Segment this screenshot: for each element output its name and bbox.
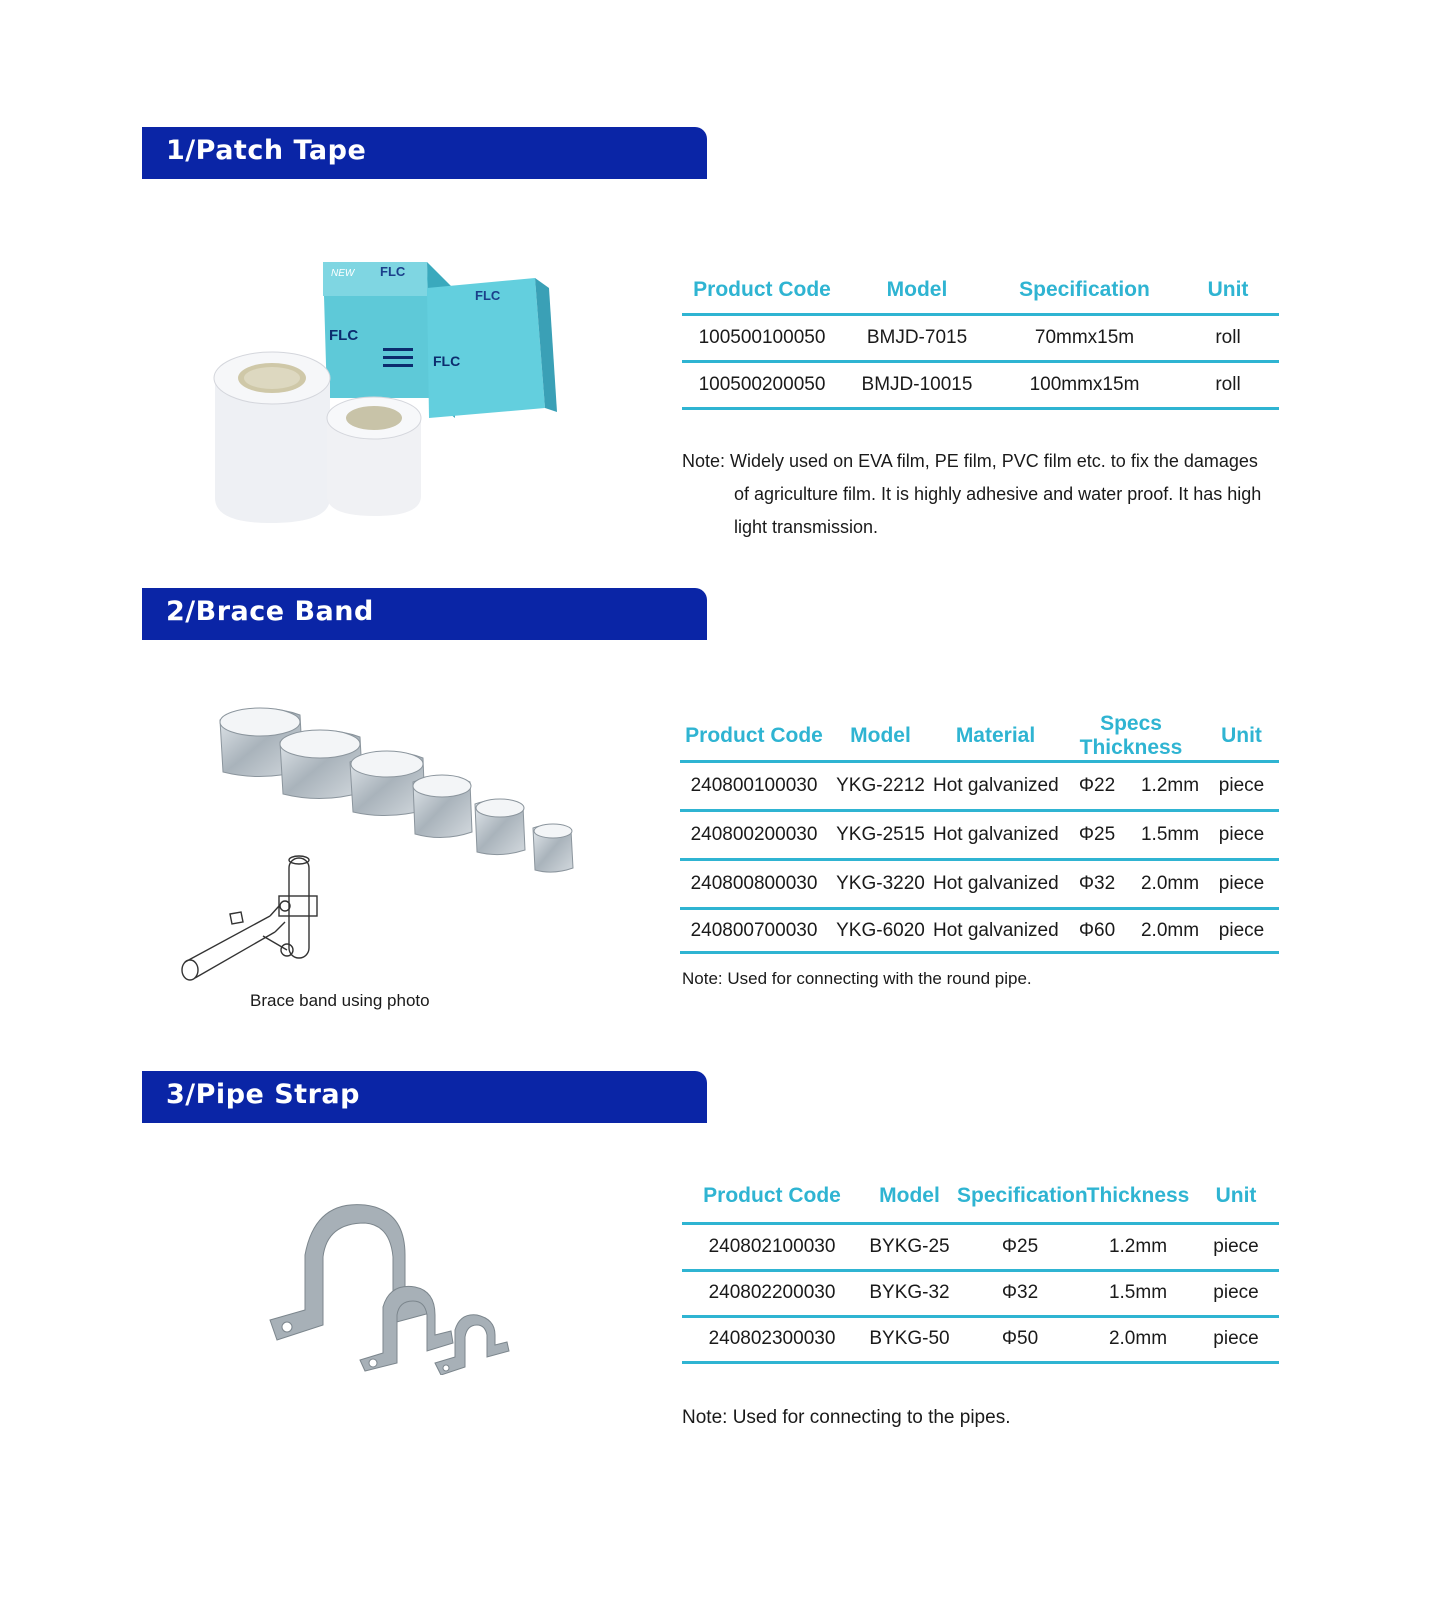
- unit: piece: [1204, 762, 1279, 811]
- table-row: [680, 860, 1279, 909]
- column-header: Product Code: [682, 1170, 862, 1223]
- table-row: [680, 811, 1279, 860]
- column-header: Unit: [1177, 268, 1279, 314]
- model: YKG-6020: [828, 909, 933, 953]
- specification: Φ32: [957, 1270, 1083, 1316]
- thickness: 1.5mm: [1136, 811, 1204, 860]
- pipe-strap-spec-table: [682, 1170, 1279, 1364]
- specs: Φ22: [1058, 762, 1136, 811]
- specification: 70mmx15m: [992, 314, 1177, 361]
- material: Hot galvanized: [933, 909, 1058, 953]
- column-header: Thickness: [1083, 1170, 1193, 1223]
- svg-text:FLC: FLC: [475, 288, 501, 303]
- table-row: [682, 314, 1279, 361]
- brace-band-note: Note: Used for connecting with the round pipe.: [682, 969, 1032, 988]
- material: Hot galvanized: [933, 762, 1058, 811]
- unit: piece: [1193, 1223, 1279, 1270]
- pipe-strap-product-image: [265, 1195, 515, 1375]
- product-code: 240800700030: [680, 909, 828, 953]
- column-header: Unit: [1204, 712, 1279, 762]
- brace-band-spec-table: [680, 712, 1279, 954]
- patch-tape-product-image: [205, 258, 565, 533]
- column-header: Specification: [957, 1170, 1083, 1223]
- product-code: 240800800030: [680, 860, 828, 909]
- table-row: [682, 1223, 1279, 1270]
- thickness: 1.2mm: [1083, 1223, 1193, 1270]
- product-code: 240800100030: [680, 762, 828, 811]
- model: BMJD-7015: [842, 314, 992, 361]
- section-title: 2/Brace Band: [166, 596, 374, 627]
- specification: 100mmx15m: [992, 361, 1177, 408]
- unit: piece: [1193, 1270, 1279, 1316]
- section-title: 3/Pipe Strap: [166, 1079, 360, 1110]
- unit: piece: [1204, 909, 1279, 953]
- note-line: Note: Widely used on EVA film, PE film, PVC film etc. to fix the damages: [682, 451, 1258, 471]
- section-title: 1/Patch Tape: [166, 135, 367, 166]
- unit: roll: [1177, 361, 1279, 408]
- thickness: 2.0mm: [1083, 1316, 1193, 1362]
- column-header: Model: [828, 712, 933, 762]
- specs: Φ32: [1058, 860, 1136, 909]
- product-code: 100500200050: [682, 361, 842, 408]
- section-banner-brace-band: [142, 588, 707, 640]
- patch-tape-spec-table: [682, 268, 1279, 410]
- model: BYKG-25: [862, 1223, 957, 1270]
- svg-text:FLC: FLC: [380, 264, 406, 279]
- brace-band-caption: Brace band using photo: [250, 991, 430, 1010]
- column-header: Specification: [992, 268, 1177, 314]
- product-code: 240800200030: [680, 811, 828, 860]
- column-header: Product Code: [682, 268, 842, 314]
- thickness: 1.5mm: [1083, 1270, 1193, 1316]
- table-row: [682, 1316, 1279, 1362]
- thickness: 1.2mm: [1136, 762, 1204, 811]
- column-header: Specs Thickness: [1058, 712, 1204, 762]
- model: YKG-2212: [828, 762, 933, 811]
- thickness: 2.0mm: [1136, 860, 1204, 909]
- pipe-strap-note: Note: Used for connecting to the pipes.: [682, 1407, 1011, 1428]
- column-header: Model: [842, 268, 992, 314]
- note-line: light transmission.: [734, 517, 879, 537]
- specification: Φ50: [957, 1316, 1083, 1362]
- table-row: [682, 1270, 1279, 1316]
- unit: piece: [1193, 1316, 1279, 1362]
- brace-band-product-image: [175, 700, 615, 1010]
- material: Hot galvanized: [933, 860, 1058, 909]
- product-code: 240802100030: [682, 1223, 862, 1270]
- material: Hot galvanized: [933, 811, 1058, 860]
- section-banner-pipe-strap: [142, 1071, 707, 1123]
- thickness: 2.0mm: [1136, 909, 1204, 953]
- column-header: Product Code: [680, 712, 828, 762]
- product-code: 240802300030: [682, 1316, 862, 1362]
- unit: piece: [1204, 860, 1279, 909]
- specs: Φ60: [1058, 909, 1136, 953]
- svg-text:FLC: FLC: [329, 327, 359, 344]
- specs: Φ25: [1058, 811, 1136, 860]
- column-header: Material: [933, 712, 1058, 762]
- model: BYKG-32: [862, 1270, 957, 1316]
- unit: piece: [1204, 811, 1279, 860]
- section-banner-patch-tape: [142, 127, 707, 179]
- note-line: of agriculture film. It is highly adhesive and water proof. It has high: [734, 484, 1262, 504]
- svg-text:NEW: NEW: [331, 268, 355, 279]
- model: BYKG-50: [862, 1316, 957, 1362]
- product-code: 240802200030: [682, 1270, 862, 1316]
- column-header: Unit: [1193, 1170, 1279, 1223]
- model: BMJD-10015: [842, 361, 992, 408]
- table-row: [682, 361, 1279, 408]
- patch-tape-note: [682, 445, 1261, 544]
- model: YKG-3220: [828, 860, 933, 909]
- specification: Φ25: [957, 1223, 1083, 1270]
- column-header: Model: [862, 1170, 957, 1223]
- unit: roll: [1177, 314, 1279, 361]
- svg-text:FLC: FLC: [433, 353, 461, 369]
- model: YKG-2515: [828, 811, 933, 860]
- product-code: 100500100050: [682, 314, 842, 361]
- table-row: [680, 762, 1279, 811]
- table-row: [680, 909, 1279, 953]
